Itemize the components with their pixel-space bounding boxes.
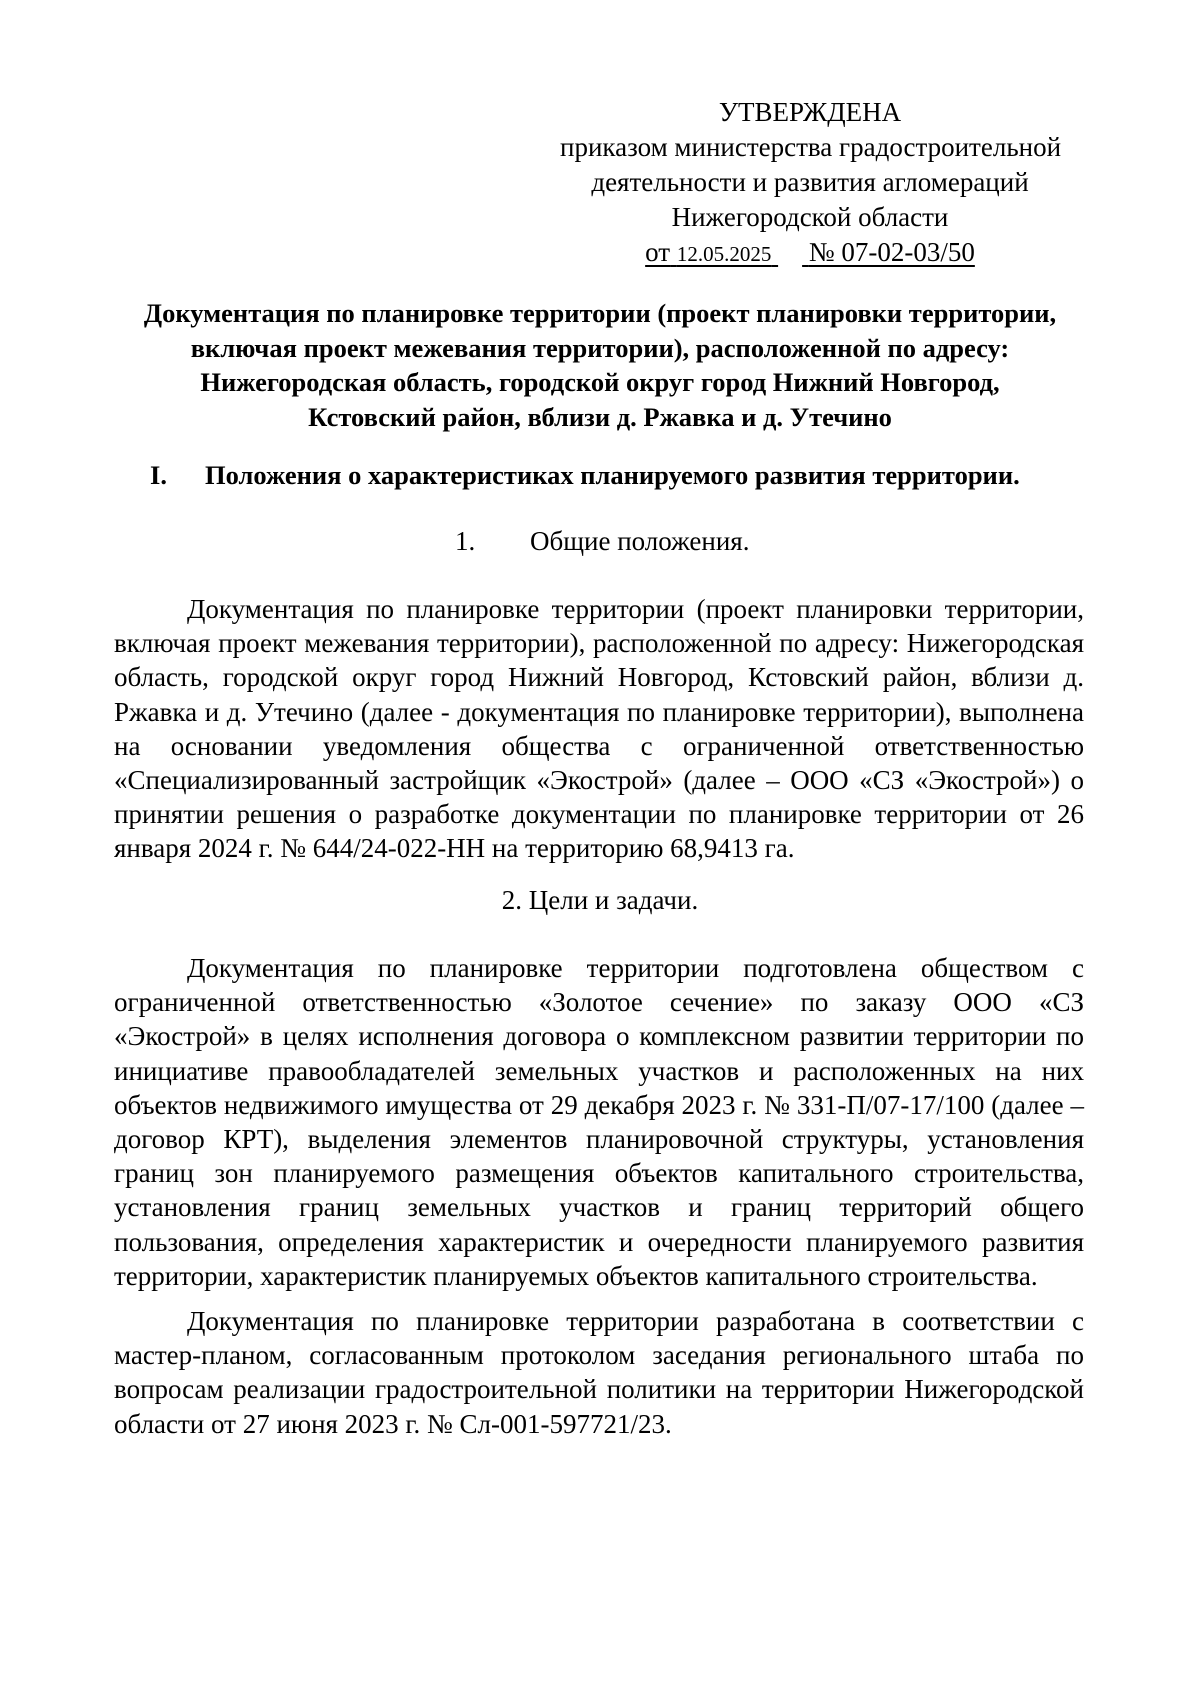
paragraph-general-provisions: Документация по планировке территории (проект планировки территории, включая проект межевания территории), расположенной по адресу: Нижегородская область, городской округ город Нижний Новгород, Кстовский район, вблизи д. Ржавка и д. Утечино (далее - документация по планировке территории), выполнена на основании уведомления общества с ограниченной ответственностью «Специализированный застройщик «Экострой» (далее – ООО «СЗ «Экострой») о принятии решения о разработке документации по планировке территории от 26 января 2024 г. № 644/24-022-НН на территорию 68,9413 га. bbox=[114, 594, 1084, 864]
section-heading bbox=[150, 458, 1100, 492]
document-title-line-1: Документация по планировке территории (проект планировки территории, bbox=[143, 298, 1057, 328]
subsection-heading-goals: 2. Цели и задачи. bbox=[501, 885, 699, 915]
approval-status: УТВЕРЖДЕНА bbox=[718, 97, 902, 127]
paragraph-master-plan: Документация по планировке территории разработана в соответствии с мастер-планом, согласованным протоколом заседания регионального штаба по вопросам реализации градостроительной политики на территории Нижегородской области от 27 июня 2023 г. № Сл-001-597721/23. bbox=[114, 1306, 1084, 1439]
section-title: Положения о характеристиках планируемого развития территории. bbox=[205, 460, 1020, 490]
approval-stamp bbox=[560, 95, 1060, 272]
approval-order-line-2: деятельности и развития агломераций bbox=[591, 167, 1029, 197]
document-title-line-2: включая проект межевания территории), расположенной по адресу: bbox=[190, 332, 1010, 363]
subsection-number: 1. bbox=[455, 526, 476, 556]
approval-number: № 07-02-03/50 bbox=[808, 237, 975, 267]
approval-date: 12.05.2025 bbox=[676, 242, 772, 266]
subsection-heading-general bbox=[455, 524, 749, 558]
approval-date-prefix: от bbox=[645, 237, 671, 267]
approval-order-line-1: приказом министерства градостроительной bbox=[560, 132, 1062, 162]
section-number: I. bbox=[150, 460, 167, 490]
approval-order-date-number bbox=[560, 235, 1060, 272]
approval-order-line-3: Нижегородской области bbox=[671, 202, 949, 232]
document-title-line-3: Нижегородская область, городской округ город Нижний Новгород, bbox=[200, 367, 1000, 397]
document-title bbox=[110, 296, 1090, 434]
document-title-line-4: Кстовский район, вблизи д. Ржавка и д. Утечино bbox=[308, 401, 892, 432]
subsection-title: Общие положения. bbox=[530, 526, 750, 556]
paragraph-goals: Документация по планировке территории подготовлена обществом с ограниченной ответственностью «Золотое сечение» по заказу ООО «СЗ «Экострой» в целях исполнения договора о комплексном развитии территории по инициативе правообладателей земельных участков и расположенных на них объектов недвижимого имущества от 29 декабря 2023 г. № 331-П/07-17/100 (далее – договор КРТ), выделения элементов планировочной структуры, установления границ зон планируемого размещения объектов капитального строительства, установления границ земельных участков и границ территорий общего пользования, определения характеристик и очередности планируемого развития территории, характеристик планируемых объектов капитального строительства. bbox=[114, 953, 1084, 1291]
